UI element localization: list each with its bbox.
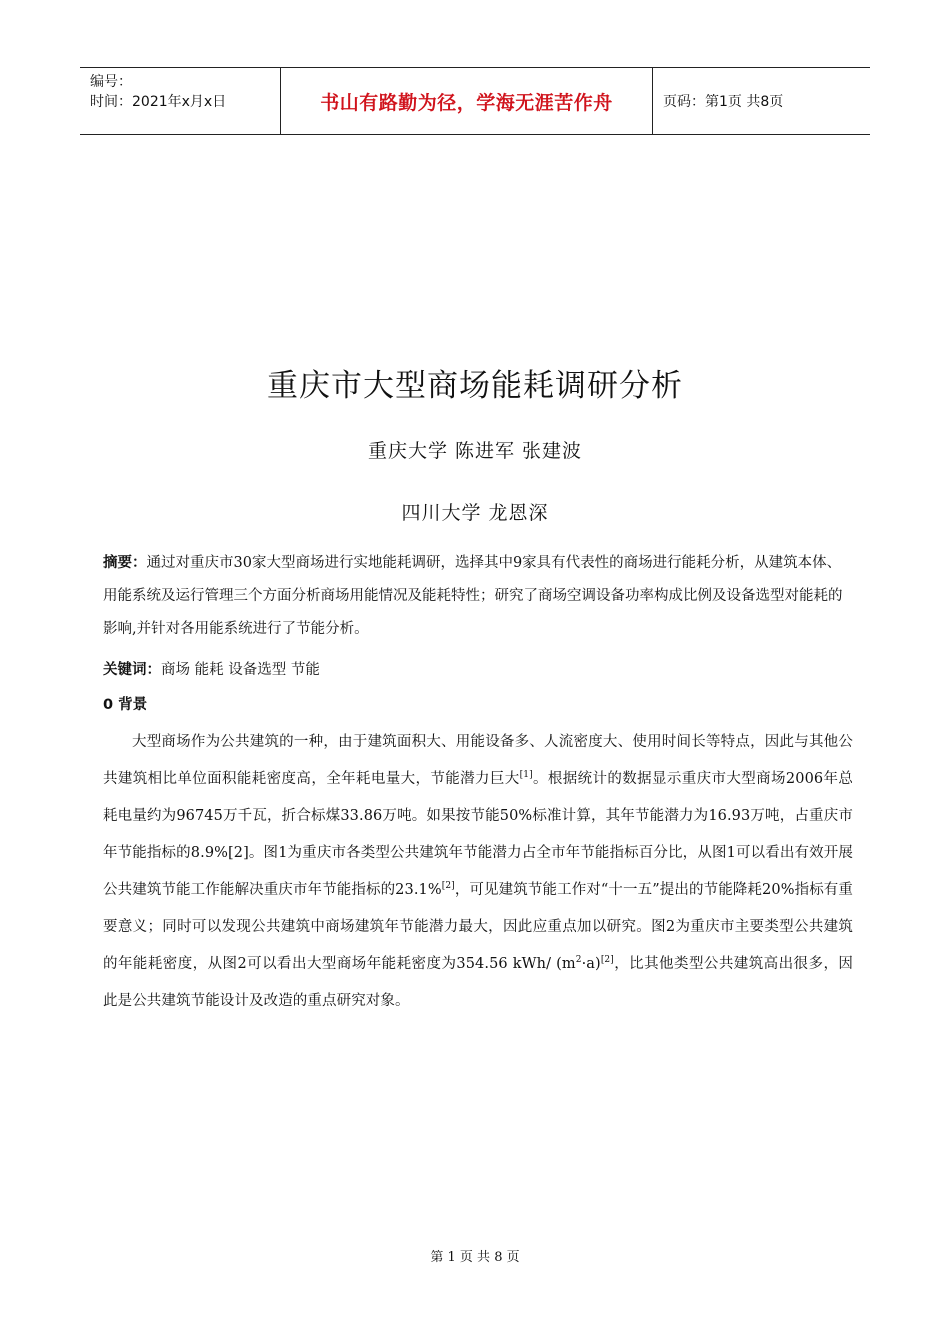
- abstract-text: 通过对重庆市30家大型商场进行实地能耗调研，选择其中9家具有代表性的商场进行能耗分析，从建筑本体、用能系统及运行管理三个方面分析商场用能情况及能耗特性；研究了商场空调设备功率构成比例及设备选型对能耗的影响,并针对各用能系统进行了节能分析。: [103, 555, 843, 637]
- citation-2: [2]: [441, 881, 455, 891]
- keywords-text: 商场 能耗 设备选型 节能: [161, 662, 320, 678]
- paragraph-part-5: ，比其他类型公共建筑高出很多，因此是公共建筑节能设计及改造的重点研究对象。: [103, 956, 853, 1009]
- paragraph-part-2: 。根据统计的数据显示重庆市大型商场2006年总耗电量约为96745万千瓦，折合标煤33.86万吨。如果按节能50%标准计算，其年节能潜力为16.93万吨，占重庆市年节能指标的8.9%[2]。图1为重庆市各类型公共建筑年节能潜力占全市年节能指标百分比，从图1可以看出有效开展公共建筑节能工作能解决重庆市年节能指标的23.1%: [103, 771, 853, 898]
- number-label: 编号：: [90, 74, 132, 90]
- header-motto-cell: [280, 68, 653, 134]
- document-title: 重庆市大型商场能耗调研分析: [267, 368, 683, 404]
- header-right-cell: [653, 68, 870, 134]
- keywords: [103, 657, 853, 683]
- paragraph-part-1: 大型商场作为公共建筑的一种，由于建筑面积大、用能设备多、人流密度大、使用时间长等特点，因此与其他公共建筑相比单位面积能耗密度高，全年耗电量大，节能潜力巨大: [103, 734, 853, 787]
- document-header: [80, 67, 870, 135]
- section-heading: 0 背景: [103, 697, 148, 713]
- time-label: 时间：2021年x月x日: [90, 94, 227, 110]
- affiliation-chongqing: 重庆大学 陈进军 张建波: [367, 440, 583, 462]
- superscript-2: 2: [575, 955, 582, 965]
- header-left-cell: [80, 68, 280, 134]
- citation-3: [2]: [600, 955, 614, 965]
- abstract: [103, 547, 853, 646]
- background-paragraph: [103, 724, 853, 1020]
- motto: 书山有路勤为径，学海无涯苦作舟: [320, 91, 613, 114]
- paragraph-part-4: ·a): [581, 956, 601, 972]
- affiliation-sichuan: 四川大学 龙恩深: [401, 502, 549, 524]
- paragraph-part-3: ，可见建筑节能工作对“十一五”提出的节能降耗20%指标有重要意义；同时可以发现公共建筑中商场建筑年节能潜力最大，因此应重点加以研究。图2为重庆市主要类型公共建筑的年能耗密度，从图2可以看出大型商场年能耗密度为354.56 kWh/ (m: [103, 882, 854, 972]
- page-code: 页码：第1页 共8页: [663, 94, 784, 110]
- keywords-label: 关键词：: [103, 662, 161, 678]
- citation-1: [1]: [519, 770, 533, 780]
- abstract-label: 摘要：: [103, 555, 147, 571]
- page-footer: 第 1 页 共 8 页: [430, 1250, 520, 1265]
